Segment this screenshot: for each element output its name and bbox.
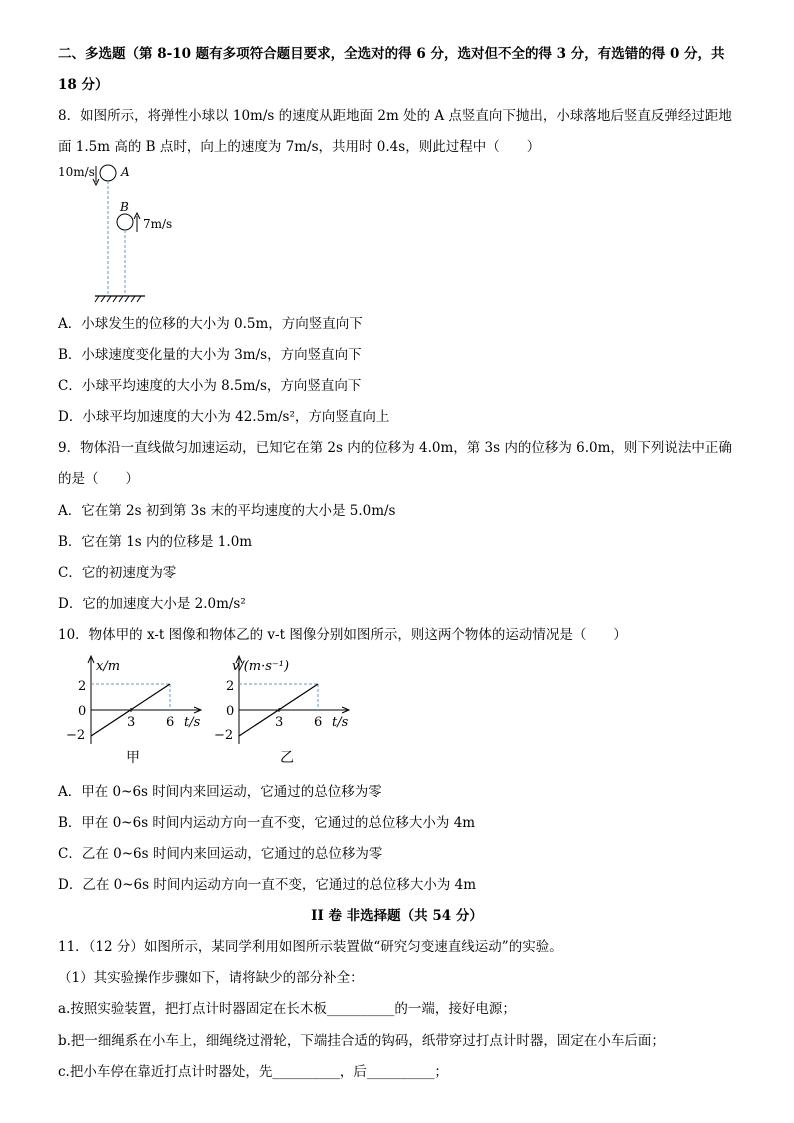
q8-label-a: A	[121, 165, 130, 179]
yi-tick-y-zero: 0	[226, 704, 235, 719]
jia-ylabel: x/m	[96, 659, 121, 674]
q8-option-d: D．小球平均加速度的大小为 42.5m/s²，方向竖直向上	[58, 409, 390, 425]
q11-step-b: b.把一细绳系在小车上，细绳绕过滑轮，下端挂合适的钩码，纸带穿过打点计时器，固定在小车后面；	[58, 1033, 665, 1049]
jia-tick-x-end: 6	[166, 715, 175, 730]
section-heading-line2: 18 分）	[58, 77, 109, 93]
q8-figure	[55, 158, 195, 306]
q9-option-b: B．它在第 1s 内的位移是 1.0m	[58, 534, 253, 550]
q9-stem-line2: 的是（ ）	[58, 471, 139, 487]
jia-tick-x-mid: 3	[127, 715, 136, 730]
q10-option-c: C．乙在 0~6s 时间内来回运动，它通过的总位移为零	[58, 846, 383, 862]
q11-step-c: c.把小车停在靠近打点计时器处，先__________，后__________；	[58, 1064, 448, 1080]
q10-option-b: B．甲在 0~6s 时间内运动方向一直不变，它通过的总位移大小为 4m	[58, 815, 476, 831]
jia-caption: 甲	[126, 750, 140, 766]
q8-option-a: A．小球发生的位移的大小为 0.5m，方向竖直向下	[58, 316, 363, 332]
yi-tick-x-mid: 3	[275, 715, 284, 730]
yi-tick-y-bottom: −2	[214, 728, 234, 743]
q8-speed-down-label: 10m/s	[58, 165, 95, 179]
q9-option-a: A．它在第 2s 初到第 3s 末的平均速度的大小是 5.0m/s	[58, 503, 396, 519]
q8-option-b: B．小球速度变化量的大小为 3m/s，方向竖直向下	[58, 347, 362, 363]
q11-stem-line2: （1）其实验操作步骤如下，请将缺少的部分补全：	[58, 970, 364, 986]
q11-step-a: a.按照实验装置，把打点计时器固定在长木板__________的一端，接好电源；	[58, 1001, 516, 1017]
q9-option-c: C．它的初速度为零	[58, 565, 177, 581]
q8-stem-line1: 8．如图所示，将弹性小球以 10m/s 的速度从距地面 2m 处的 A 点竖直向下抛出，小球落地后竖直反弹经过距地	[58, 108, 732, 124]
q10-graph-jia	[60, 652, 210, 770]
yi-caption: 乙	[280, 750, 294, 766]
jia-xlabel: t/s	[184, 715, 201, 730]
q9-stem-line1: 9．物体沿一直线做匀加速运动，已知它在第 2s 内的位移为 4.0m，第 3s 内的位移为 6.0m，则下列说法中正确	[58, 440, 732, 456]
q10-graph-yi	[208, 652, 368, 770]
jia-tick-y-zero: 0	[78, 704, 87, 719]
q8-speed-up-label: 7m/s	[143, 217, 173, 231]
yi-xlabel: t/s	[332, 715, 349, 730]
yi-ylabel: v/(m·s⁻¹)	[232, 659, 290, 674]
section-heading-line1: 二、多选题（第 8-10 题有多项符合题目要求，全选对的得 6 分，选对但不全的得 3 分，有选错的得 0 分，共	[58, 46, 725, 62]
q10-option-d: D．乙在 0~6s 时间内运动方向一直不变，它通过的总位移大小为 4m	[58, 877, 477, 893]
q8-ground-hatch	[95, 296, 141, 302]
yi-tick-x-end: 6	[314, 715, 323, 730]
part2-heading: II 卷 非选择题（共 54 分）	[311, 908, 483, 924]
q8-stem-line2: 面 1.5m 高的 B 点时，向上的速度为 7m/s，共用时 0.4s，则此过程中（ ）	[58, 139, 541, 155]
q8-ball-a	[100, 165, 116, 181]
jia-tick-y-bottom: −2	[66, 728, 86, 743]
q10-stem-line1: 10．物体甲的 x-t 图像和物体乙的 v-t 图像分别如图所示，则这两个物体的运动情况是（ ）	[58, 627, 627, 643]
q9-option-d: D．它的加速度大小是 2.0m/s²	[58, 596, 246, 612]
q11-stem-line1: 11．（12 分）如图所示，某同学利用如图所示装置做“研究匀变速直线运动”的实验。	[58, 939, 563, 955]
q8-ball-b	[117, 214, 133, 230]
q10-option-a: A．甲在 0~6s 时间内来回运动，它通过的总位移为零	[58, 784, 382, 800]
jia-tick-y-top: 2	[78, 679, 87, 694]
q8-option-c: C．小球平均速度的大小为 8.5m/s，方向竖直向下	[58, 378, 362, 394]
yi-tick-y-top: 2	[226, 679, 235, 694]
q8-label-b: B	[120, 200, 129, 214]
